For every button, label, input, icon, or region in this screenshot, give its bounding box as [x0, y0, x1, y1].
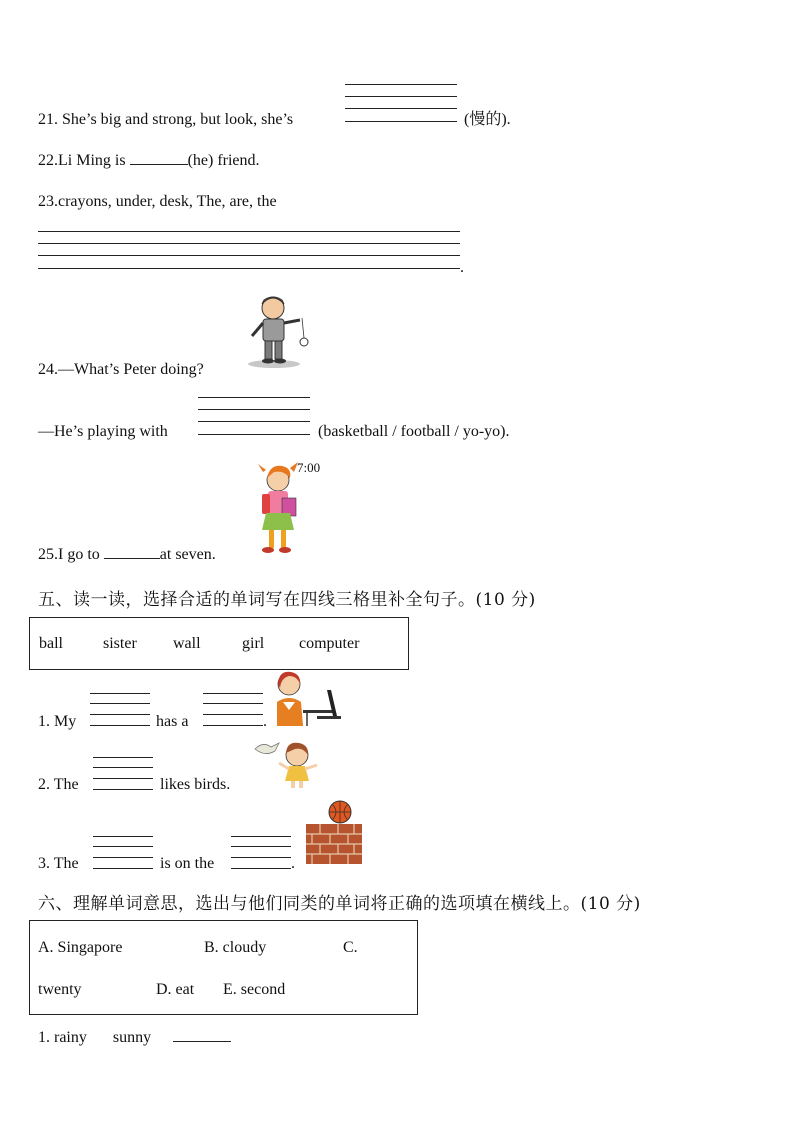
option-c-word: twenty: [38, 981, 82, 998]
q25-line: [38, 545, 216, 565]
ball-on-wall-illustration: [304, 800, 364, 866]
option-c-label: C.: [343, 939, 358, 956]
s5-item1-part2: has a: [156, 713, 189, 730]
sister-computer-illustration: [273, 670, 343, 728]
section6-options-box: [29, 920, 418, 1015]
s6-item1-line: [38, 1028, 231, 1048]
s5-item1-blank-2[interactable]: [203, 693, 263, 726]
s5-item2-part2: likes birds.: [160, 776, 231, 793]
section5-heading: 五、读一读，选择合适的单词写在四线三格里补全句子。(10 分): [38, 590, 536, 610]
s6-item1-word2: sunny: [112, 1029, 152, 1046]
s5-item3-part3: .: [291, 855, 295, 872]
q22-suffix: (he) friend.: [187, 152, 260, 169]
s5-item1-blank-1[interactable]: [90, 693, 150, 726]
option-a: A. Singapore: [38, 939, 123, 956]
boy-yoyo-illustration: [244, 290, 314, 370]
option-d: D. eat: [156, 981, 195, 998]
q23-four-line-blank[interactable]: [38, 231, 460, 269]
s5-item2-part1: 2. The: [38, 776, 79, 793]
word-bank-item: sister: [103, 635, 137, 652]
s5-item3-part1: 3. The: [38, 855, 79, 872]
girl-bird-illustration: [251, 737, 321, 789]
s5-item1-part1: 1. My: [38, 713, 77, 730]
q22-line: [38, 151, 260, 171]
clock-label: 7:00: [297, 460, 321, 475]
q21-text: 21. She’s big and strong, but look, she’s: [38, 111, 294, 128]
s5-item3-blank-1[interactable]: [93, 836, 153, 869]
q24-question: 24.—What’s Peter doing?: [38, 361, 204, 378]
q22-prefix: 22.Li Ming is: [38, 152, 126, 169]
q25-suffix: at seven.: [159, 546, 216, 563]
section6-heading: 六、理解单词意思，选出与他们同类的单词将正确的选项填在横线上。(10 分): [38, 894, 641, 914]
q24-four-line-blank[interactable]: [198, 397, 310, 435]
word-bank-item: ball: [39, 635, 63, 652]
q21-hint: (慢的).: [464, 111, 511, 128]
s5-item2-blank[interactable]: [93, 757, 153, 790]
q25-prefix: 25.I go to: [38, 546, 100, 563]
s6-item1-word1: 1. rainy: [38, 1029, 87, 1046]
q23-text: 23.crayons, under, desk, The, are, the: [38, 193, 277, 210]
q25-blank[interactable]: [104, 558, 160, 559]
word-bank-item: girl: [242, 635, 265, 652]
q22-blank[interactable]: [130, 164, 188, 165]
s5-item3-blank-2[interactable]: [231, 836, 291, 869]
s5-item1-part3: .: [263, 713, 267, 730]
option-b: B. cloudy: [204, 939, 267, 956]
s6-item1-blank[interactable]: [173, 1041, 231, 1042]
q24-answer-hint: (basketball / football / yo-yo).: [318, 423, 510, 440]
option-e: E. second: [223, 981, 286, 998]
word-bank-item: computer: [299, 635, 360, 652]
q21-four-line-blank[interactable]: [345, 84, 457, 122]
word-bank-item: wall: [173, 635, 201, 652]
s5-item3-part2: is on the: [160, 855, 215, 872]
q23-period: .: [460, 259, 464, 276]
q24-answer-prefix: —He’s playing with: [38, 423, 168, 440]
section5-word-bank: [29, 617, 409, 670]
